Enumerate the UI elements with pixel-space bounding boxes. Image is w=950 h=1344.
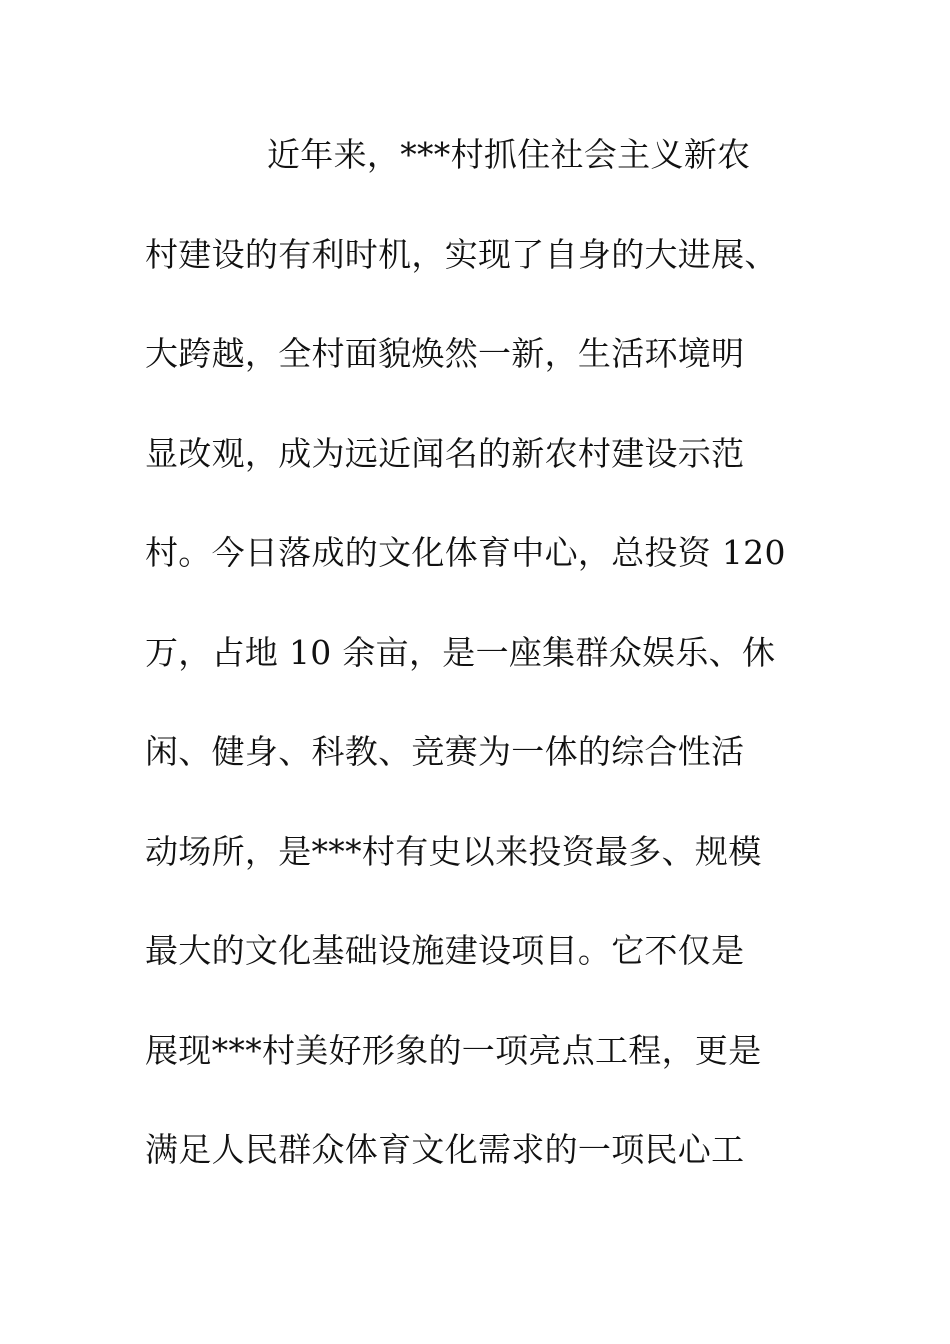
paragraph-line: 村建设的有利时机，实现了自身的大进展、 [145, 234, 778, 274]
paragraph-line: 村。今日落成的文化体育中心，总投资 120 [145, 533, 786, 572]
document-body [145, 124, 825, 1219]
paragraph-line: 动场所，是***村有史以来投资最多、规模 [145, 831, 762, 871]
paragraph-line: 大跨越，全村面貌焕然一新，生活环境明 [145, 334, 745, 373]
paragraph-line: 最大的文化基础设施建设项目。它不仅是 [145, 931, 745, 970]
paragraph-line: 满足人民群众体育文化需求的一项民心工 [145, 1130, 745, 1169]
paragraph-line: 展现***村美好形象的一项亮点工程，更是 [145, 1030, 762, 1070]
paragraph-line: 闲、健身、科教、竞赛为一体的综合性活 [145, 732, 745, 771]
paragraph-line: 近年来，***村抓住社会主义新农 [267, 135, 751, 174]
paragraph-line: 显改观，成为远近闻名的新农村建设示范 [145, 433, 745, 473]
paragraph-line: 万，占地 10 余亩，是一座集群众娱乐、休 [145, 632, 776, 672]
